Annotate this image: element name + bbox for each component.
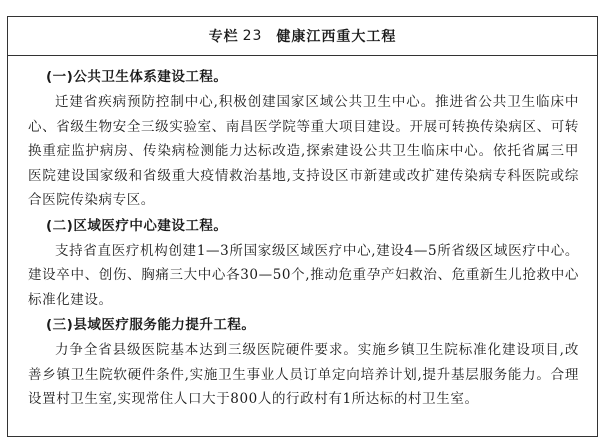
- column-content: [8, 56, 597, 412]
- section-body: 力争全省县级医院基本达到三级医院硬件要求。实施乡镇卫生院标准化建设项目,改善乡镇卫生院软硬件条件,实施卫生事业人员订单定向培养计划,提升基层服务能力。合理设置村卫生室,实现常住人口大于800人的行政村有1所达标的村卫生室。: [28, 342, 579, 407]
- column-title: 健康江西重大工程: [276, 29, 397, 45]
- column-title-bar: [8, 17, 597, 56]
- section-public-health: [28, 64, 579, 213]
- section-body: 迁建省疾病预防控制中心,积极创建国家区域公共卫生中心。推进省公共卫生临床中心、省级生物安全三级实验室、南昌医学院等重大项目建设。开展可转换传染病区、可转换重症监护病房、传染病检测能力达标改造,探索建设公共卫生临床中心。依托省属三甲医院建设国家级和省级重大疫情救治基地,支持设区市新建或改扩建传染病专科医院或综合医院传染病专区。: [28, 94, 579, 208]
- column-box: [7, 16, 598, 437]
- section-heading: (二)区域医疗中心建设工程。: [46, 217, 228, 234]
- section-regional-medical-center: [28, 213, 579, 313]
- section-body: 支持省直医疗机构创建1—3所国家级区域医疗中心,建设4—5所省级区域医疗中心。建设卒中、创伤、胸痛三大中心各30—50个,推动危重孕产妇救治、危重新生儿抢救中心标准化建设。: [28, 242, 579, 308]
- section-heading: (三)县域医疗服务能力提升工程。: [46, 317, 256, 333]
- column-label: 专栏: [208, 29, 239, 45]
- column-number: 23: [242, 28, 263, 44]
- section-heading: (一)公共卫生体系建设工程。: [46, 69, 228, 85]
- section-county-medical-service: [28, 312, 579, 412]
